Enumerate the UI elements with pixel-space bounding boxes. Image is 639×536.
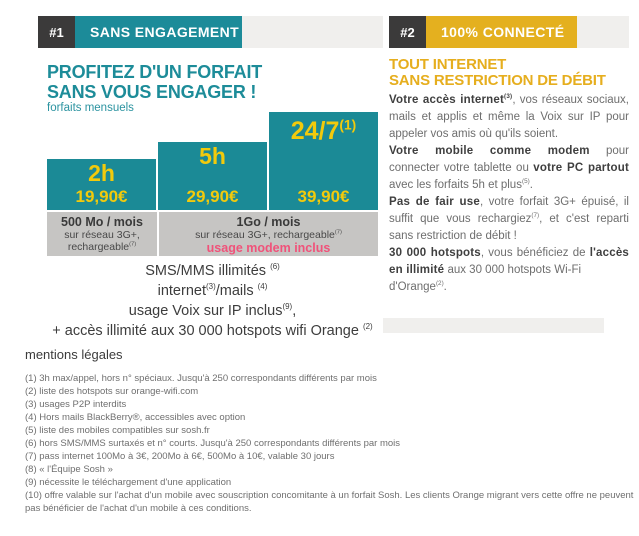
legal-title: mentions légales [25, 347, 123, 362]
feature-voip: usage Voix sur IP inclus$^{(9)}$, [128, 302, 297, 319]
legal-notices [25, 347, 637, 515]
section-1-header-band [38, 16, 383, 48]
section-100-connecte [389, 16, 629, 346]
legal-item-4: (4) Hors mails BlackBerry®, accessibles avec option [25, 412, 246, 423]
plan-bar-24-7 [269, 112, 378, 210]
right-title [389, 57, 606, 89]
plan-label-2h: 2h [88, 160, 115, 186]
data-box-500mo-line2: sur réseau 3G+, [64, 229, 140, 241]
section-2-number-badge: #2 [389, 16, 426, 48]
legal-item-6: (6) hors SMS/MMS surtaxés et n° courts. Jusqu'à 250 correspondants différents par mois [25, 438, 401, 449]
data-box-1go-modem-note: usage modem inclus [206, 241, 331, 255]
legal-item-9: (9) nécessite le téléchargement d'une application [25, 477, 232, 488]
section-sans-engagement [38, 16, 383, 346]
data-box-1go-title: 1Go / mois [236, 215, 301, 229]
left-title-line1: PROFITEZ D'UN FORFAIT [47, 62, 263, 82]
section-2-header-band [389, 16, 629, 48]
section-2-header-filler [577, 16, 629, 48]
section-1-number-badge: #1 [38, 16, 75, 48]
feature-internet-mails: internet$^{(3)}$/mails $^{(4)}$ [157, 282, 268, 299]
data-box-1go [159, 212, 378, 256]
plan-price-2h: 19,90€ [75, 187, 128, 206]
left-title-line2: SANS VOUS ENGAGER ! [47, 82, 257, 102]
left-title [47, 62, 262, 102]
legal-item-1: (1) 3h max/appel, hors n° spéciaux. Jusqu'à 250 correspondants différents par mois [25, 373, 377, 384]
plan-bars [47, 112, 378, 210]
legal-item-10: (10) offre valable sur l'achat d'un mobile avec souscription concomitante à un forfait Sosh. Les clients Orange migrant vers cette offre ne peuvent pas bénéficier de l'achat d'un mobile à ces conditions. [25, 490, 634, 514]
paragraph-fair-use: Pas de fair use, votre forfait 3G+ épuisé, il suffit que vous rechargiez$^{(7)}$, et c'est reparti sans restriction de débit ! [389, 196, 629, 242]
plan-label-5h: 5h [199, 143, 226, 169]
paragraph-mobile-modem: Votre mobile comme modem pour connecter votre tablette ou votre PC partout avec les forfaits 5h et plus$^{(5)}$. [389, 145, 629, 191]
legal-item-3: (3) usages P2P interdits [25, 399, 127, 410]
section-1-header-filler [242, 16, 383, 48]
right-title-line2: SANS RESTRICTION DE DÉBIT [389, 72, 606, 89]
left-subtitle: forfaits mensuels [47, 102, 134, 114]
data-box-500mo [47, 212, 157, 256]
plan-data-boxes [47, 212, 378, 256]
feature-sms: SMS/MMS illimités $^{(6)}$ [145, 262, 280, 279]
data-box-1go-line2: sur réseau 3G+, rechargeable$^{(7)}$ [195, 229, 342, 241]
feature-hotspots: + accès illimité aux 30 000 hotspots wifi Orange $^{(2)}$ [52, 322, 373, 339]
legal-item-2: (2) liste des hotspots sur orange-wifi.com [25, 386, 199, 397]
paragraph-hotspots: 30 000 hotspots, vous bénéficiez de l'accès en illimité aux 30 000 hotspots Wi-Fi [389, 247, 630, 276]
plan-price-24-7: 39,90€ [297, 187, 350, 206]
plan-label-24-7: 24/7$^{(1)}$ [290, 117, 357, 145]
legal-item-8: (8) « l'Équipe Sosh » [25, 464, 113, 475]
plan-bar-2h [47, 159, 156, 210]
section-2-header-label: 100% CONNECTÉ [426, 16, 577, 48]
data-box-500mo-line3: rechargeable$^{(7)}$ [67, 241, 137, 253]
legal-item-7: (7) pass internet 100Mo à 3€, 200Mo à 6€, 500Mo à 10€, valable 30 jours [25, 451, 335, 462]
data-box-500mo-title: 500 Mo / mois [61, 215, 143, 229]
plan-features [47, 261, 378, 341]
right-body-text [389, 92, 629, 296]
paragraph-acces-internet: Votre accès internet$^{(3)}$, vos réseaux sociaux, mails et applis et même la Voix sur IP pour appeler vos amis où qu'ils soient. [389, 93, 629, 140]
plan-bar-5h [158, 142, 267, 210]
paragraph-orange: d'Orange$^{(2)}$. [389, 280, 447, 293]
plan-price-5h: 29,90€ [186, 187, 239, 206]
legal-item-5: (5) liste des mobiles compatibles sur sosh.fr [25, 425, 210, 436]
section-1-header-label: SANS ENGAGEMENT [75, 16, 242, 48]
right-title-line1: TOUT INTERNET [389, 56, 507, 73]
section-2-bottom-band [383, 318, 604, 333]
